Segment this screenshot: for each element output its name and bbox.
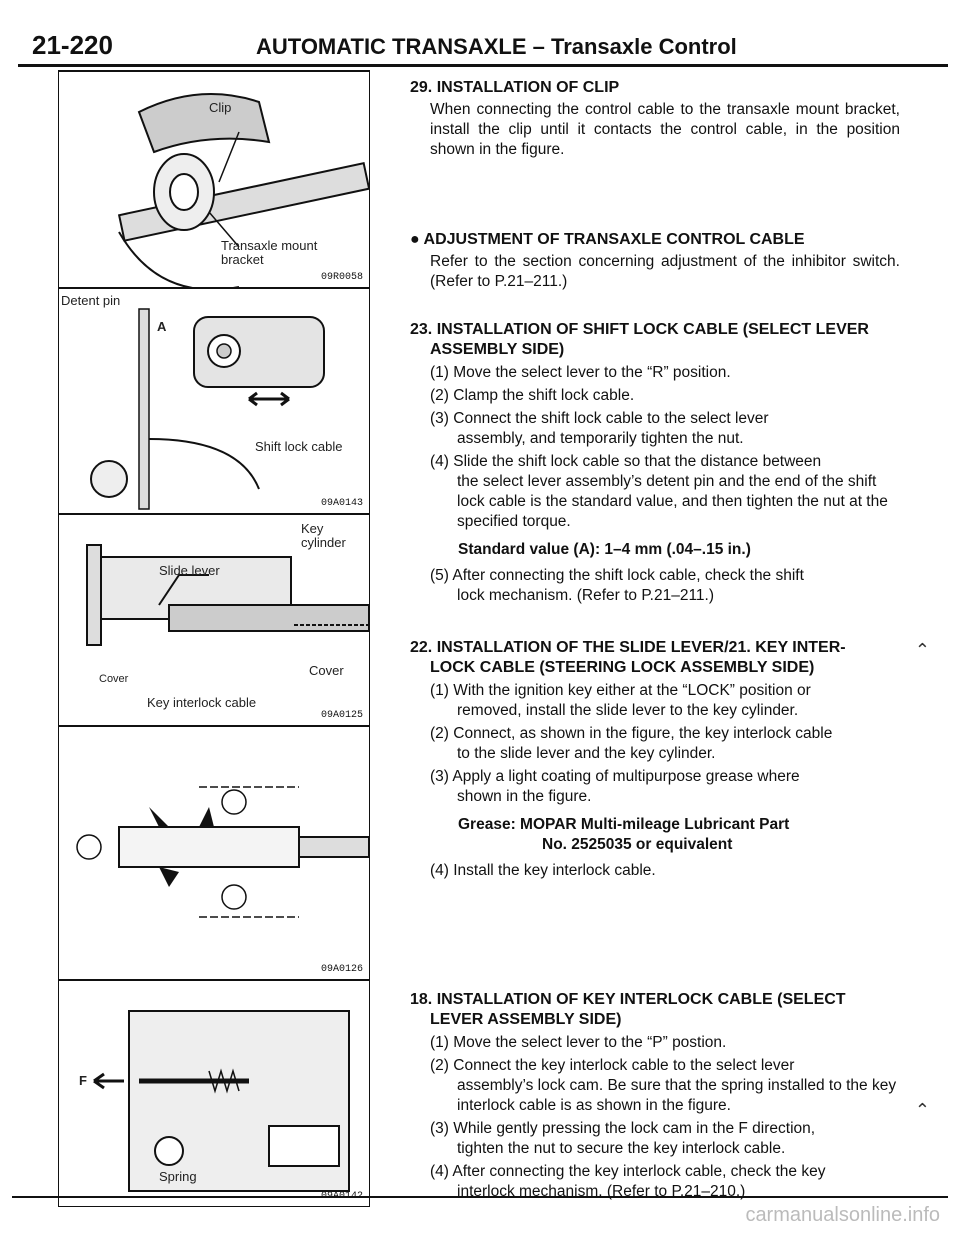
footer-rule: [12, 1196, 948, 1198]
section-title: ● ADJUSTMENT OF TRANSAXLE CONTROL CABLE: [410, 231, 805, 248]
title-line-1: 23. INSTALLATION OF SHIFT LOCK CABLE (SELECT LEVER: [410, 321, 869, 338]
section-adjustment: [410, 230, 900, 292]
margin-mark: ⌃: [914, 640, 930, 660]
step: (5) After connecting the shift lock cable, check the shift lock mechanism. (Refer to P.21–211.): [430, 567, 804, 604]
section-title: [410, 320, 900, 360]
step: (4) After connecting the key interlock cable, check the key interlock mechanism. (Refer to P.21–210.): [430, 1163, 826, 1200]
page-title: AUTOMATIC TRANSAXLE – Transaxle Control: [256, 34, 737, 59]
margin-mark: ⌃: [914, 1100, 930, 1120]
grease-spec: Grease: MOPAR Multi-mileage Lubricant Part No. 2525035 or equivalent: [458, 816, 790, 853]
label-f-direction: F: [79, 1073, 87, 1088]
label-cylinder: cylinder: [301, 535, 346, 550]
figure-shift-lock-cable: [58, 287, 370, 513]
page-header: [18, 30, 948, 67]
figure-spring: [58, 979, 370, 1207]
label-cover-right: Cover: [309, 663, 344, 678]
label-dimension-a: A: [157, 319, 167, 334]
label-spring: Spring: [159, 1169, 197, 1184]
watermark: carmanualsonline.info: [745, 1204, 940, 1226]
section-title: [410, 990, 900, 1030]
spring-illustration: [59, 981, 369, 1206]
figure-code: 09A0126: [320, 964, 363, 975]
label-transaxle-mount: Transaxle mount: [221, 238, 318, 253]
title-line-1: 22. INSTALLATION OF THE SLIDE LEVER/21. KEY INTER-: [410, 639, 846, 656]
grease-illustration: [59, 727, 369, 979]
figure-code: 09R0058: [320, 272, 363, 283]
figure-clip: [58, 70, 370, 287]
step: (3) While gently pressing the lock cam in the F direction, tighten the nut to secure the key interlock cable.: [430, 1120, 816, 1157]
section-body: When connecting the control cable to the transaxle mount bracket, install the clip until it contacts the control cable, in the position shown in the figure.: [430, 101, 900, 158]
step: (1) Move the select lever to the “P” postion.: [430, 1034, 727, 1051]
figure-code: 09A0125: [320, 710, 363, 721]
step: (1) With the ignition key either at the “LOCK” position or removed, install the slide lever to the key cylinder.: [430, 682, 811, 719]
figure-grease-points: [58, 725, 370, 979]
section-key-interlock-cable: [410, 990, 930, 1202]
step: (2) Connect the key interlock cable to the select lever assembly’s lock cam. Be sure that the spring installed to the key interlock cable is as shown in the figure.: [430, 1057, 897, 1114]
figure-code: 09A0143: [320, 498, 363, 509]
section-title: [410, 638, 900, 678]
label-key: Key: [301, 521, 324, 536]
section-title: 29. INSTALLATION OF CLIP: [410, 79, 620, 96]
figure-code: 09A0142: [320, 1191, 363, 1202]
shift-lock-illustration: [59, 289, 369, 513]
figure-key-cylinder: [58, 513, 370, 725]
label-cover-left: Cover: [99, 673, 129, 685]
label-key-interlock-cable: Key interlock cable: [147, 695, 257, 710]
step: (2) Clamp the shift lock cable.: [430, 387, 635, 404]
figure-column: [58, 70, 370, 1207]
label-detent-pin: Detent pin: [61, 293, 121, 308]
title-line-2: LEVER ASSEMBLY SIDE): [430, 1011, 622, 1028]
title-line-2: ASSEMBLY SIDE): [430, 341, 565, 358]
title-line-1: 18. INSTALLATION OF KEY INTERLOCK CABLE (SELECT: [410, 991, 846, 1008]
step: (4) Slide the shift lock cable so that the distance between the select lever assembly’s detent pin and the end of the shift lock cable is the standard value, and then tighten the nut at the specified torque.: [430, 453, 888, 530]
section-slide-lever: [410, 638, 930, 881]
label-clip: Clip: [209, 100, 232, 115]
section-shift-lock-cable: [410, 320, 900, 606]
step: (4) Install the key interlock cable.: [430, 862, 656, 879]
page-number: 21-220: [32, 30, 113, 60]
label-bracket: bracket: [221, 252, 264, 267]
section-installation-of-clip: [410, 78, 900, 160]
section-body: Refer to the section concerning adjustment of the inhibitor switch. (Refer to P.21–211.): [430, 253, 900, 290]
step: (1) Move the select lever to the “R” position.: [430, 364, 731, 381]
label-shift-lock-cable: Shift lock cable: [255, 439, 343, 454]
step: (3) Apply a light coating of multipurpose grease where shown in the figure.: [430, 768, 800, 805]
step: (2) Connect, as shown in the figure, the key interlock cable to the slide lever and the key cylinder.: [430, 725, 833, 762]
standard-value: Standard value (A): 1–4 mm (.04–.15 in.): [458, 541, 751, 558]
label-slide-lever: Slide lever: [159, 563, 220, 578]
title-line-2: LOCK CABLE (STEERING LOCK ASSEMBLY SIDE): [430, 659, 815, 676]
step: (3) Connect the shift lock cable to the select lever assembly, and temporarily tighten the nut.: [430, 410, 769, 447]
